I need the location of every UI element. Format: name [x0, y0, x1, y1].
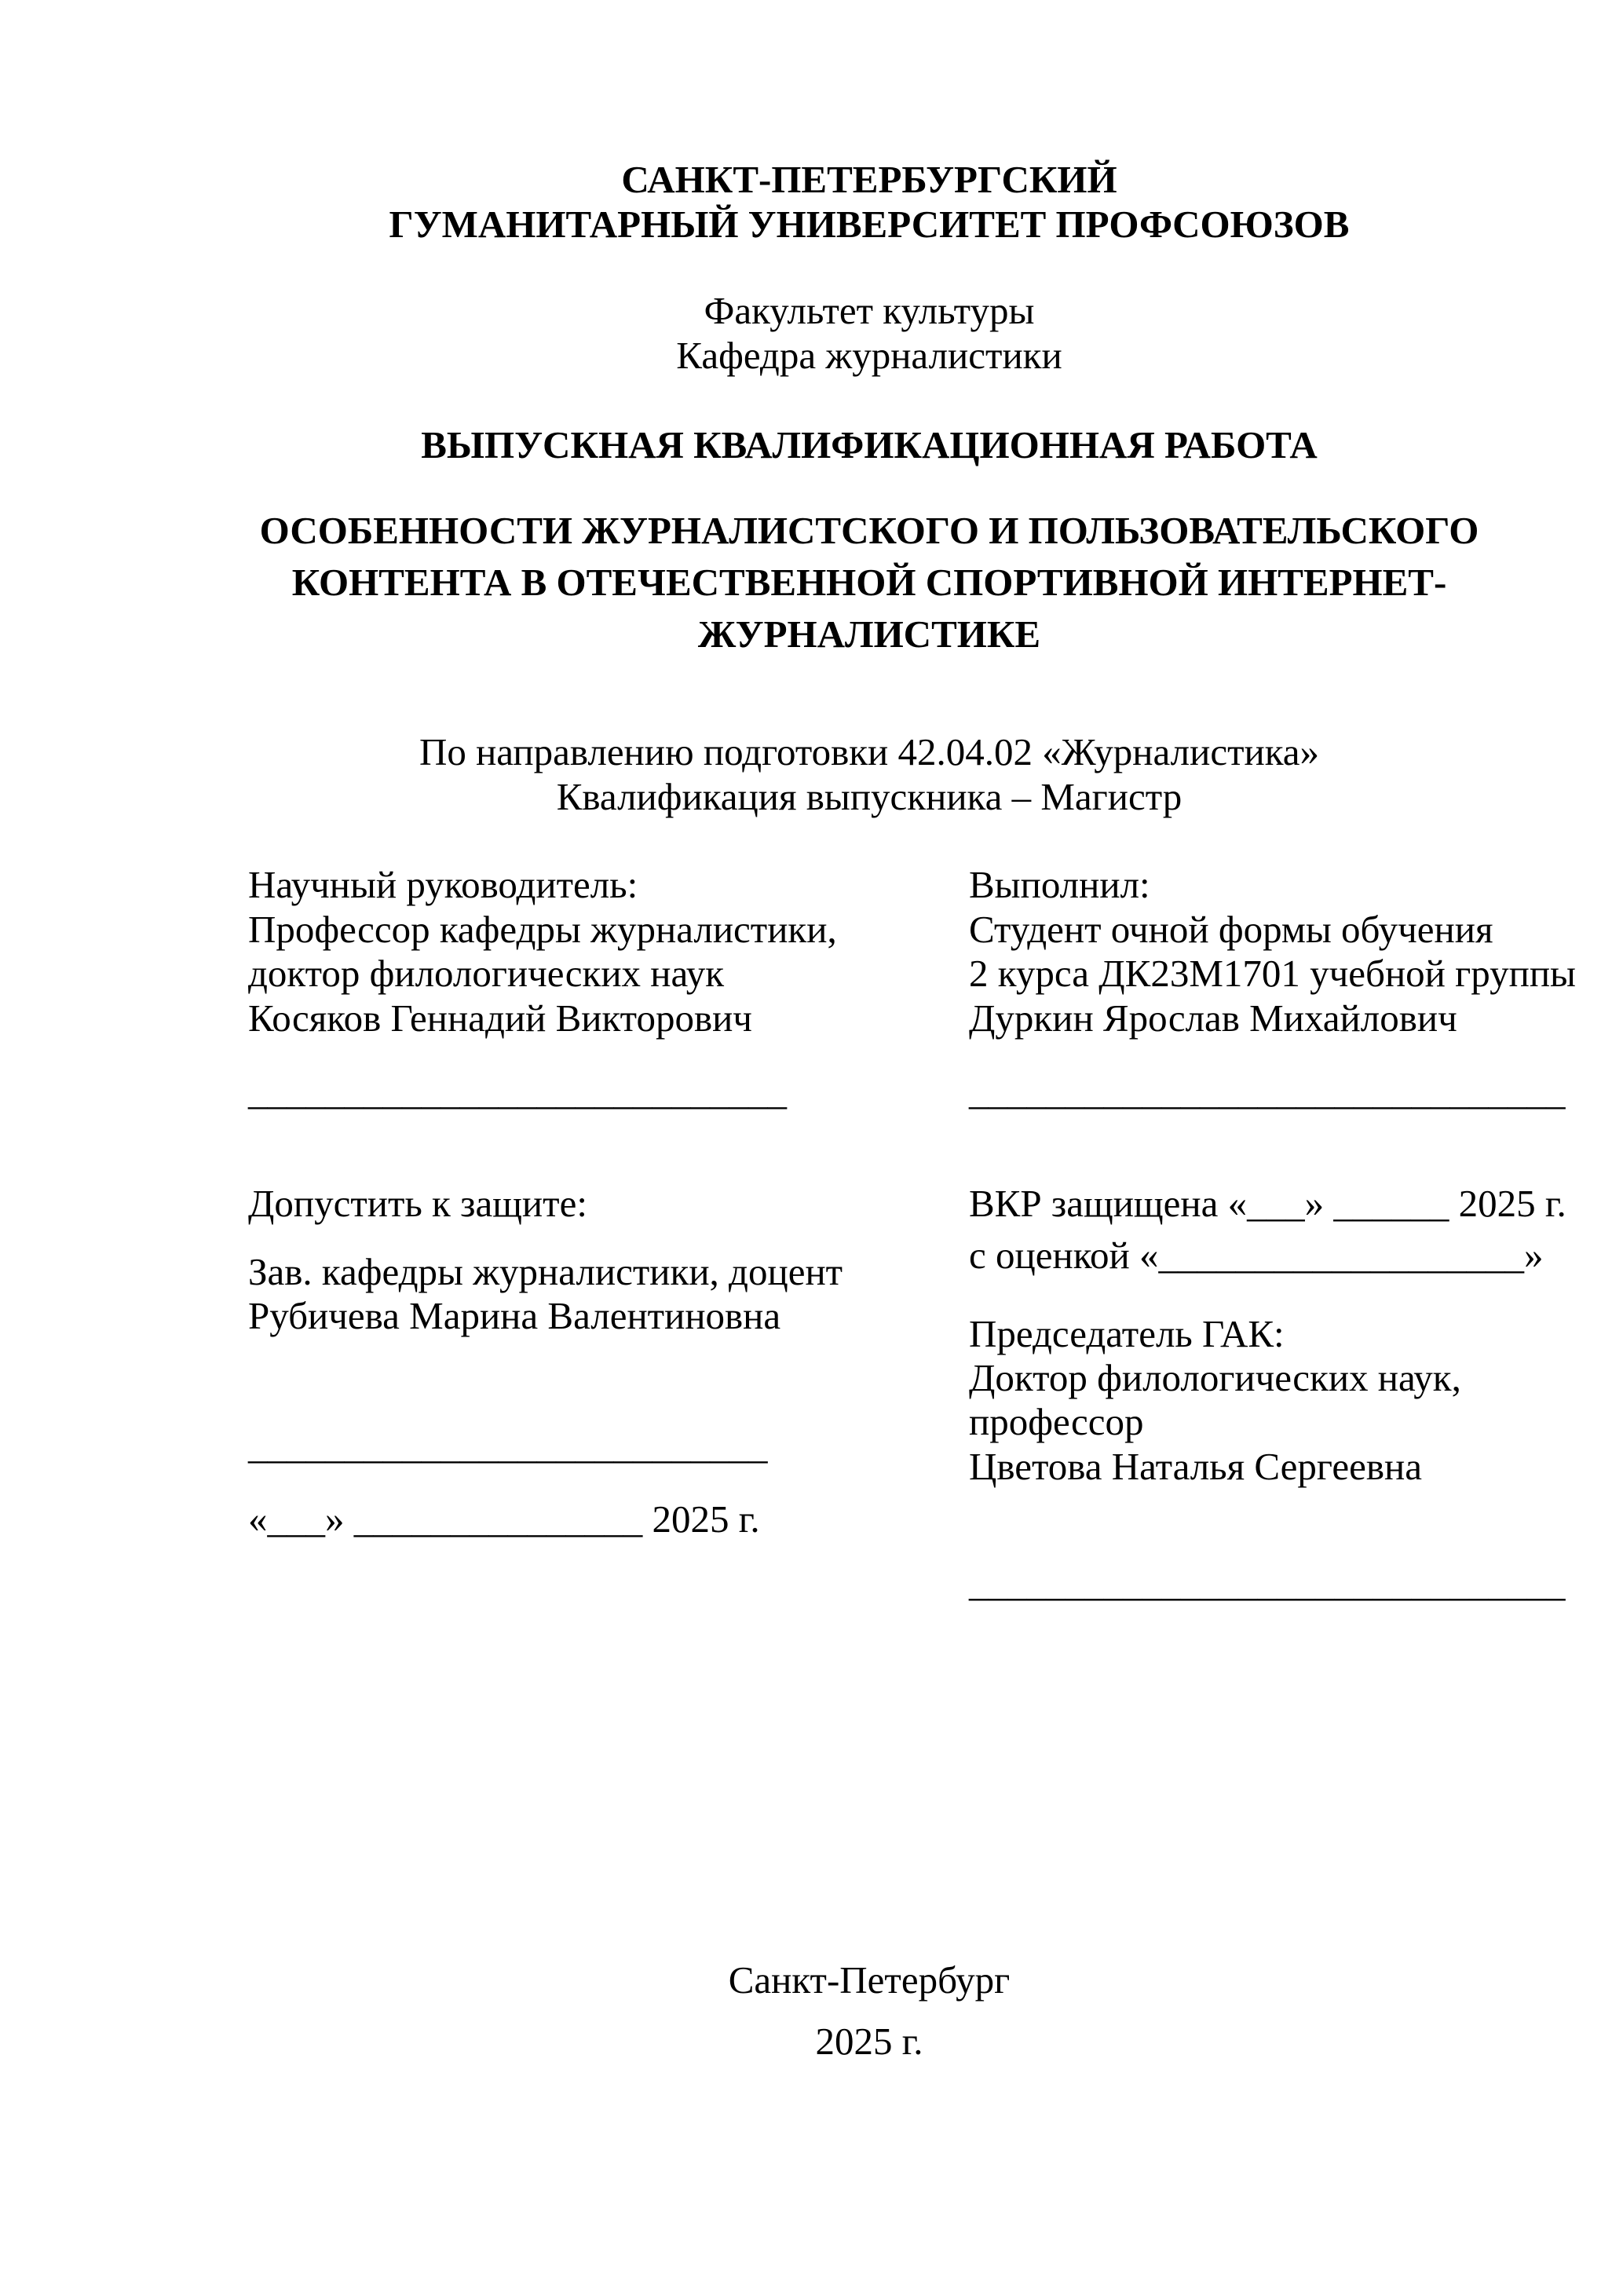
chair-line: профессор	[969, 1400, 1144, 1443]
work-title-line: КОНТЕНТА В ОТЕЧЕСТВЕННОЙ СПОРТИВНОЙ ИНТЕРНЕТ-	[291, 561, 1447, 604]
qualification: Квалификация выпускника – Магистр	[556, 775, 1183, 818]
faculty: Факультет культуры	[704, 289, 1035, 332]
supervisor-signature-line: ____________________________	[248, 1069, 787, 1113]
student-name: Дуркин Ярослав Михайлович	[969, 996, 1457, 1040]
defense-date: ВКР защищена «___» ______ 2025 г.	[969, 1182, 1566, 1225]
chair-signature-line: _______________________________	[969, 1561, 1566, 1604]
chair-label: Председатель ГАК:	[969, 1312, 1285, 1355]
student-line: 2 курса ДК23М1701 учебной группы	[969, 952, 1576, 995]
supervisor-line: Профессор кафедры журналистики,	[248, 908, 837, 951]
supervisor-line: доктор филологических наук	[248, 952, 725, 995]
university-name-line2: ГУМАНИТАРНЫЙ УНИВЕРСИТЕТ ПРОФСОЮЗОВ	[389, 203, 1350, 246]
admission-signature-line: ___________________________	[248, 1424, 768, 1467]
chair-line: Доктор филологических наук,	[969, 1356, 1461, 1399]
supervisor-label: Научный руководитель:	[248, 863, 638, 906]
admission-line: Зав. кафедры журналистики, доцент	[248, 1250, 843, 1293]
footer-year: 2025 г.	[815, 2020, 923, 2063]
admission-name: Рубичева Марина Валентиновна	[248, 1294, 781, 1337]
work-title-line: ЖУРНАЛИСТИКЕ	[697, 612, 1041, 656]
university-name-line1: САНКТ-ПЕТЕРБУРГСКИЙ	[621, 158, 1117, 201]
student-signature-line: _______________________________	[969, 1069, 1566, 1113]
student-line: Студент очной формы обучения	[969, 908, 1493, 951]
admission-date: «___» _______________ 2025 г.	[248, 1497, 760, 1541]
work-title-line: ОСОБЕННОСТИ ЖУРНАЛИСТСКОГО И ПОЛЬЗОВАТЕЛЬСКОГО	[259, 509, 1479, 552]
work-type: ВЫПУСКНАЯ КВАЛИФИКАЦИОННАЯ РАБОТА	[421, 423, 1318, 466]
study-direction: По направлению подготовки 42.04.02 «Журналистика»	[419, 730, 1320, 773]
defense-grade: с оценкой «___________________»	[969, 1234, 1544, 1277]
footer-city: Санкт-Петербург	[728, 1958, 1011, 2002]
chair-name: Цветова Наталья Сергеевна	[969, 1445, 1422, 1488]
department: Кафедра журналистики	[676, 334, 1062, 377]
supervisor-name: Косяков Геннадий Викторович	[248, 996, 752, 1040]
student-label: Выполнил:	[969, 863, 1150, 906]
admission-label: Допустить к защите:	[248, 1182, 587, 1225]
